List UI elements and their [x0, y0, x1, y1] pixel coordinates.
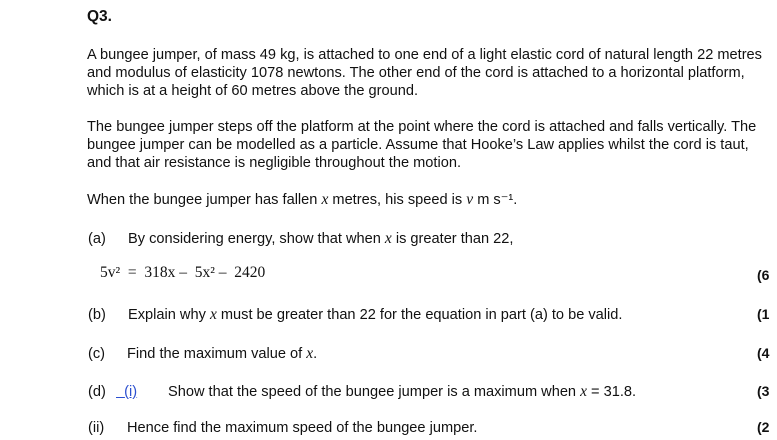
variable-v: v	[466, 191, 474, 208]
part-d-i-link[interactable]: (i)	[124, 384, 138, 400]
part-b-marks: (1	[757, 306, 770, 322]
part-d-ii-marks: (2	[757, 419, 770, 435]
intro-paragraph-1: A bungee jumper, of mass 49 kg, is attached to one end of a light elastic cord of natural length 22 metres and modulus of elasticity 1078 newtons. The other end of the cord is attached to a horizontal platform, which is at a height of 60 metres above the ground.	[87, 47, 762, 99]
part-a-text	[128, 230, 513, 248]
part-d-i-marks: (3	[757, 383, 770, 399]
part-d-i-text	[168, 383, 636, 401]
variable-x: x	[384, 230, 392, 247]
intro-paragraph-2: The bungee jumper steps off the platform at the point where the cord is attached and falls vertically. The bungee jumper can be modelled as a particle. Assume that Hooke’s Law applies whilst the cord is taut, and that air resistance is negligible throughout the motion.	[87, 119, 757, 171]
part-a-label: (a)	[88, 231, 106, 247]
p3-units: m s⁻¹.	[473, 192, 518, 208]
variable-x: x	[306, 345, 314, 362]
part-c-text-before: Find the maximum value of	[127, 346, 307, 362]
intro-paragraph-3	[87, 191, 777, 209]
question-number: Q3.	[87, 8, 112, 25]
p3-text-mid: metres, his speed is	[328, 192, 467, 208]
part-b-label: (b)	[88, 307, 106, 323]
part-c-label: (c)	[88, 346, 106, 362]
part-a-marks: (6	[757, 267, 770, 283]
p3-text-before: When the bungee jumper has fallen	[87, 192, 322, 208]
part-c-marks: (4	[757, 345, 770, 361]
part-a-text-after: is greater than 22,	[391, 231, 514, 247]
variable-x: x	[209, 306, 217, 323]
variable-x: x	[580, 383, 587, 400]
part-b-text	[128, 306, 622, 324]
part-b-text-after: must be greater than 22 for the equation in part (a) to be valid.	[216, 307, 623, 323]
part-d-ii-text: Hence find the maximum speed of the bungee jumper.	[127, 420, 478, 436]
part-a-equation: 5v² = 318x – 5x² – 2420	[100, 264, 266, 281]
part-c-text-after: .	[313, 346, 318, 362]
part-c-text	[127, 345, 317, 363]
part-a-text-before: By considering energy, show that when	[128, 231, 385, 247]
part-d-i-text-before: Show that the speed of the bungee jumper is a maximum when	[168, 384, 581, 400]
part-d-i-label	[116, 383, 137, 401]
part-d-label: (d)	[88, 384, 106, 400]
part-b-text-before: Explain why	[128, 307, 210, 323]
variable-x: x	[321, 191, 329, 208]
part-d-ii-label: (ii)	[88, 420, 105, 436]
part-d-i-text-after: = 31.8.	[587, 384, 637, 400]
